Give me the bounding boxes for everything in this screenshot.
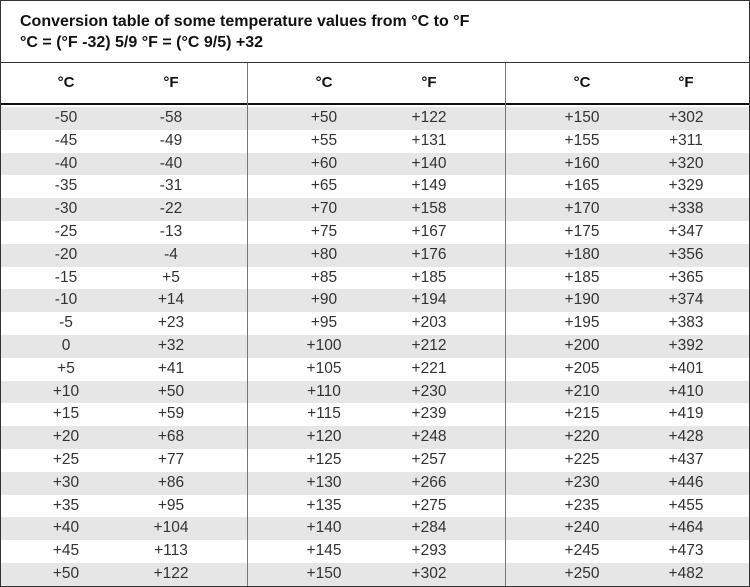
cell-celsius-1: -30: [54, 200, 78, 218]
cell-celsius-3: +195: [564, 314, 600, 332]
cell-fahrenheit-3: +320: [668, 154, 704, 172]
cell-celsius-3: +210: [564, 382, 600, 400]
cell-fahrenheit-3: +446: [668, 473, 704, 491]
cell-fahrenheit-1: +14: [157, 291, 185, 309]
cell-fahrenheit-1: -58: [159, 109, 183, 126]
cell-fahrenheit-1: +122: [153, 564, 189, 582]
cell-fahrenheit-2: +176: [411, 245, 447, 263]
cell-fahrenheit-2: +266: [411, 473, 447, 491]
cell-fahrenheit-3: +455: [668, 496, 704, 514]
cell-fahrenheit-3: +392: [668, 336, 704, 354]
cell-celsius-1: +15: [52, 405, 80, 423]
cell-fahrenheit-2: +302: [411, 564, 447, 582]
cell-fahrenheit-1: -40: [159, 154, 183, 172]
table-body: [1, 107, 749, 586]
cell-celsius-3: +155: [564, 131, 600, 149]
cell-celsius-1: -45: [54, 131, 78, 149]
cell-celsius-3: +245: [564, 542, 600, 560]
cell-celsius-2: +115: [307, 405, 341, 423]
cell-celsius-3: +230: [564, 473, 600, 491]
cell-celsius-3: +200: [564, 336, 600, 354]
cell-fahrenheit-1: +77: [157, 450, 185, 468]
cell-celsius-1: +5: [57, 359, 75, 377]
column-header-row: [1, 63, 749, 105]
cell-celsius-3: +235: [564, 496, 600, 514]
table-row: [1, 335, 749, 358]
cell-celsius-2: +130: [306, 473, 342, 491]
header-fahrenheit-3: °F: [678, 74, 694, 91]
cell-fahrenheit-2: +230: [411, 382, 447, 400]
cell-fahrenheit-3: +302: [668, 109, 704, 126]
cell-fahrenheit-1: -31: [159, 177, 183, 195]
cell-fahrenheit-1: +68: [157, 428, 185, 446]
cell-fahrenheit-2: +293: [411, 542, 447, 560]
cell-celsius-3: +180: [564, 245, 600, 263]
table-row: [1, 244, 749, 267]
cell-fahrenheit-1: +32: [157, 336, 185, 354]
table-row: [1, 403, 749, 426]
cell-celsius-3: +190: [564, 291, 600, 309]
cell-celsius-2: +90: [310, 291, 338, 309]
cell-celsius-3: +165: [564, 177, 600, 195]
table-title: [1, 1, 749, 63]
cell-celsius-3: +160: [564, 154, 600, 172]
cell-celsius-1: +45: [52, 542, 80, 560]
cell-fahrenheit-3: +410: [668, 382, 704, 400]
cell-celsius-3: +225: [564, 450, 600, 468]
cell-fahrenheit-3: +356: [668, 245, 704, 263]
table-row: [1, 472, 749, 495]
cell-celsius-3: +240: [564, 519, 600, 537]
cell-celsius-2: +135: [306, 496, 342, 514]
cell-fahrenheit-1: -4: [164, 245, 178, 263]
cell-celsius-2: +100: [306, 336, 342, 354]
table-row: [1, 426, 749, 449]
table-row: [1, 517, 749, 540]
cell-celsius-2: +145: [306, 542, 342, 560]
header-celsius-1: °C: [57, 74, 75, 91]
cell-celsius-2: +50: [310, 109, 338, 126]
cell-fahrenheit-2: +140: [411, 154, 447, 172]
cell-celsius-1: +20: [52, 428, 80, 446]
cell-fahrenheit-2: +248: [411, 428, 447, 446]
cell-fahrenheit-1: +95: [157, 496, 185, 514]
cell-celsius-2: +95: [310, 314, 338, 332]
table-row: [1, 563, 749, 586]
table-row: [1, 449, 749, 472]
cell-fahrenheit-2: +221: [411, 359, 447, 377]
title-line-2: °C = (°F -32) 5/9 °F = (°C 9/5) +32: [20, 34, 264, 51]
cell-fahrenheit-3: +329: [668, 177, 704, 195]
cell-celsius-2: +120: [306, 428, 342, 446]
cell-fahrenheit-1: +104: [153, 519, 189, 537]
cell-celsius-1: -35: [54, 177, 78, 195]
cell-fahrenheit-1: +50: [157, 382, 185, 400]
cell-fahrenheit-1: +86: [157, 473, 185, 491]
cell-celsius-1: +40: [52, 519, 80, 537]
cell-fahrenheit-1: -49: [159, 131, 183, 149]
table-row: [1, 495, 749, 518]
cell-celsius-2: +75: [310, 222, 338, 240]
cell-celsius-1: -25: [54, 222, 78, 240]
header-fahrenheit-2: °F: [421, 74, 437, 91]
cell-fahrenheit-2: +203: [411, 314, 447, 332]
cell-celsius-3: +250: [564, 564, 600, 582]
cell-celsius-1: 0: [61, 336, 71, 354]
cell-celsius-3: +175: [564, 222, 600, 240]
table-row: [1, 130, 749, 153]
cell-celsius-2: +60: [310, 154, 338, 172]
cell-celsius-3: +220: [564, 428, 600, 446]
table-row: [1, 107, 749, 130]
cell-celsius-2: +80: [310, 245, 338, 263]
cell-fahrenheit-3: +437: [668, 450, 704, 468]
header-celsius-3: °C: [573, 74, 591, 91]
cell-fahrenheit-2: +185: [411, 268, 447, 286]
cell-celsius-2: +110: [307, 382, 341, 400]
cell-celsius-1: +25: [52, 450, 80, 468]
cell-fahrenheit-1: +59: [157, 405, 185, 423]
cell-celsius-2: +55: [310, 131, 338, 149]
table-row: [1, 289, 749, 312]
cell-celsius-2: +140: [306, 519, 342, 537]
column-divider-1: [247, 63, 248, 586]
cell-celsius-3: +170: [564, 200, 600, 218]
cell-celsius-2: +125: [306, 450, 342, 468]
cell-fahrenheit-2: +239: [411, 405, 447, 423]
table-row: [1, 312, 749, 335]
header-fahrenheit-1: °F: [163, 74, 179, 91]
cell-fahrenheit-3: +482: [668, 564, 704, 582]
table-row: [1, 267, 749, 290]
cell-celsius-2: +105: [306, 359, 342, 377]
cell-fahrenheit-3: +401: [668, 359, 704, 377]
cell-fahrenheit-2: +284: [411, 519, 447, 537]
column-divider-2: [505, 63, 506, 586]
cell-celsius-1: -10: [54, 291, 78, 309]
cell-celsius-3: +215: [564, 405, 600, 423]
cell-fahrenheit-1: +5: [162, 268, 180, 286]
cell-celsius-2: +85: [310, 268, 338, 286]
cell-fahrenheit-3: +338: [668, 200, 704, 218]
cell-fahrenheit-1: +113: [154, 542, 188, 560]
cell-fahrenheit-2: +122: [411, 109, 447, 126]
cell-celsius-1: +10: [52, 382, 80, 400]
cell-celsius-3: +150: [564, 109, 600, 126]
cell-fahrenheit-3: +473: [668, 542, 704, 560]
cell-celsius-2: +65: [310, 177, 338, 195]
cell-fahrenheit-3: +347: [668, 222, 704, 240]
table-row: [1, 540, 749, 563]
header-celsius-2: °C: [315, 74, 333, 91]
cell-fahrenheit-3: +419: [668, 405, 704, 423]
cell-fahrenheit-2: +257: [411, 450, 447, 468]
cell-fahrenheit-1: -13: [159, 222, 183, 240]
cell-celsius-1: +35: [52, 496, 80, 514]
cell-fahrenheit-1: -22: [159, 200, 183, 218]
table-row: [1, 175, 749, 198]
cell-fahrenheit-1: +23: [157, 314, 185, 332]
cell-celsius-2: +70: [310, 200, 338, 218]
cell-celsius-1: -40: [54, 154, 78, 172]
cell-fahrenheit-1: +41: [157, 359, 185, 377]
table-row: [1, 358, 749, 381]
cell-fahrenheit-3: +374: [668, 291, 704, 309]
cell-celsius-3: +205: [564, 359, 600, 377]
cell-fahrenheit-2: +212: [411, 336, 447, 354]
cell-fahrenheit-3: +383: [668, 314, 704, 332]
cell-celsius-1: -5: [59, 314, 73, 332]
cell-fahrenheit-2: +275: [411, 496, 447, 514]
cell-fahrenheit-3: +464: [668, 519, 704, 537]
cell-fahrenheit-3: +365: [668, 268, 704, 286]
cell-celsius-1: -20: [54, 245, 78, 263]
cell-fahrenheit-3: +428: [668, 428, 704, 446]
cell-celsius-1: -50: [54, 109, 78, 126]
cell-celsius-2: +150: [306, 564, 342, 582]
cell-fahrenheit-2: +158: [411, 200, 447, 218]
cell-celsius-3: +185: [564, 268, 600, 286]
cell-celsius-1: +30: [52, 473, 80, 491]
cell-fahrenheit-3: +311: [669, 131, 703, 149]
cell-celsius-1: -15: [54, 268, 78, 286]
cell-celsius-1: +50: [52, 564, 80, 582]
cell-fahrenheit-2: +131: [411, 131, 447, 149]
table-row: [1, 381, 749, 404]
title-line-1: Conversion table of some temperature values from °C to °F: [20, 13, 470, 30]
cell-fahrenheit-2: +194: [411, 291, 447, 309]
table-row: [1, 221, 749, 244]
cell-fahrenheit-2: +149: [411, 177, 447, 195]
table-row: [1, 198, 749, 221]
table-row: [1, 153, 749, 176]
cell-fahrenheit-2: +167: [411, 222, 447, 240]
